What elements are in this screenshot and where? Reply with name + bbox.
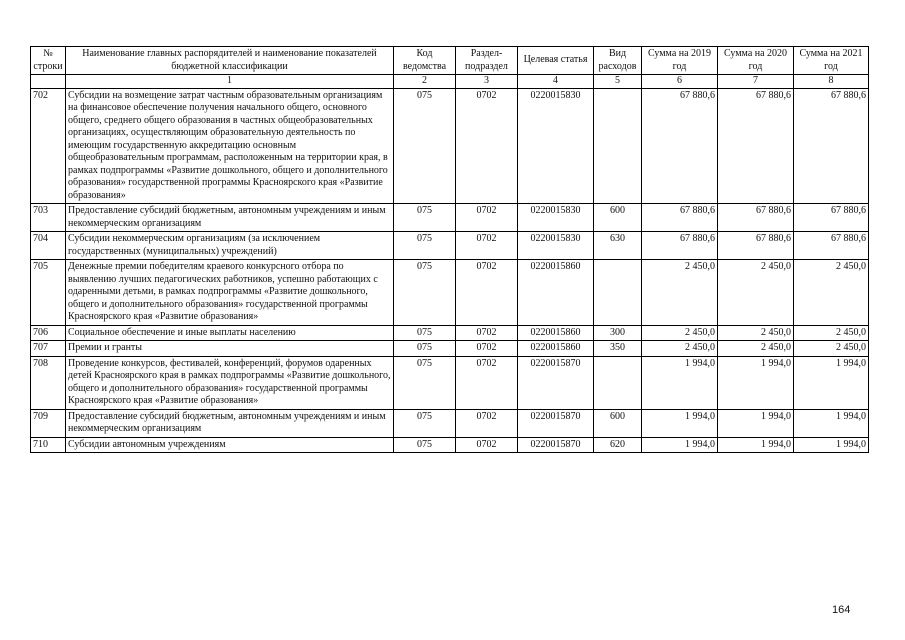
row-sum-2019: 1 994,0 [642, 409, 718, 437]
budget-table [30, 46, 869, 453]
column-number-row-no [31, 75, 66, 89]
row-number: 703 [31, 204, 66, 232]
row-target-article: 0220015860 [518, 260, 594, 326]
row-number: 708 [31, 356, 66, 409]
header-expense-type: Вид расходов [594, 47, 642, 75]
table-row [31, 356, 869, 409]
row-sum-2019: 2 450,0 [642, 341, 718, 357]
column-number: 1 [66, 75, 394, 89]
page-number: 164 [832, 604, 851, 616]
row-sum-2020: 2 450,0 [718, 325, 794, 341]
row-number: 704 [31, 232, 66, 260]
row-number: 706 [31, 325, 66, 341]
row-sum-2020: 67 880,6 [718, 204, 794, 232]
table-row [31, 232, 869, 260]
row-sum-2020: 67 880,6 [718, 232, 794, 260]
column-number: 4 [518, 75, 594, 89]
row-name: Социальное обеспечение и иные выплаты населению [66, 325, 394, 341]
row-target-article: 0220015830 [518, 204, 594, 232]
row-section: 0702 [456, 232, 518, 260]
header-sum-2020: Сумма на 2020 год [718, 47, 794, 75]
row-section: 0702 [456, 204, 518, 232]
row-name: Премии и гранты [66, 341, 394, 357]
table-row [31, 341, 869, 357]
row-target-article: 0220015860 [518, 325, 594, 341]
row-name: Предоставление субсидий бюджетным, автономным учреждениям и иным некоммерческим организациям [66, 409, 394, 437]
row-expense-type: 620 [594, 437, 642, 453]
header-row-no: № строки [31, 47, 66, 75]
row-name: Субсидии автономным учреждениям [66, 437, 394, 453]
row-expense-type: 630 [594, 232, 642, 260]
row-sum-2020: 1 994,0 [718, 356, 794, 409]
row-dept-code: 075 [394, 88, 456, 204]
row-sum-2019: 67 880,6 [642, 232, 718, 260]
row-sum-2019: 2 450,0 [642, 260, 718, 326]
row-sum-2021: 2 450,0 [794, 341, 869, 357]
column-number: 8 [794, 75, 869, 89]
header-row [31, 47, 869, 75]
column-number: 7 [718, 75, 794, 89]
table-body [31, 88, 869, 453]
row-expense-type: 300 [594, 325, 642, 341]
row-sum-2019: 67 880,6 [642, 204, 718, 232]
table-row [31, 437, 869, 453]
row-target-article: 0220015830 [518, 232, 594, 260]
row-sum-2021: 2 450,0 [794, 260, 869, 326]
header-name: Наименование главных распорядителей и наименование показателей бюджетной классификации [66, 47, 394, 75]
row-dept-code: 075 [394, 204, 456, 232]
row-section: 0702 [456, 437, 518, 453]
row-number: 705 [31, 260, 66, 326]
row-section: 0702 [456, 325, 518, 341]
header-target-article: Целевая статья [518, 47, 594, 75]
row-dept-code: 075 [394, 409, 456, 437]
header-sum-2021: Сумма на 2021 год [794, 47, 869, 75]
row-section: 0702 [456, 409, 518, 437]
column-number-row [31, 75, 869, 89]
row-section: 0702 [456, 260, 518, 326]
column-number: 3 [456, 75, 518, 89]
table-row [31, 409, 869, 437]
row-sum-2020: 2 450,0 [718, 260, 794, 326]
table-row [31, 204, 869, 232]
row-target-article: 0220015830 [518, 88, 594, 204]
row-name: Субсидии некоммерческим организациям (за исключением государственных (муниципальных) учреждений) [66, 232, 394, 260]
row-sum-2021: 67 880,6 [794, 204, 869, 232]
row-dept-code: 075 [394, 325, 456, 341]
table-row [31, 260, 869, 326]
row-name: Проведение конкурсов, фестивалей, конференций, форумов одаренных детей Красноярского края в рамках подпрограммы «Развитие дошкольного, общего и дополнительного образования» государственной программы Красноярского края «Развитие образования» [66, 356, 394, 409]
header-section: Раздел-подраздел [456, 47, 518, 75]
row-dept-code: 075 [394, 260, 456, 326]
row-dept-code: 075 [394, 341, 456, 357]
header-dept-code: Код ведомства [394, 47, 456, 75]
row-expense-type: 600 [594, 204, 642, 232]
row-sum-2020: 2 450,0 [718, 341, 794, 357]
row-name: Предоставление субсидий бюджетным, автономным учреждениям и иным некоммерческим организациям [66, 204, 394, 232]
row-sum-2020: 1 994,0 [718, 409, 794, 437]
row-sum-2021: 67 880,6 [794, 88, 869, 204]
row-target-article: 0220015860 [518, 341, 594, 357]
row-dept-code: 075 [394, 437, 456, 453]
row-expense-type: 350 [594, 341, 642, 357]
column-number: 5 [594, 75, 642, 89]
table-row [31, 88, 869, 204]
row-section: 0702 [456, 341, 518, 357]
row-sum-2021: 1 994,0 [794, 437, 869, 453]
row-target-article: 0220015870 [518, 409, 594, 437]
row-name: Денежные премии победителям краевого конкурсного отбора по выявлению лучших педагогических работников, успешно работающих с одаренными детьми, в рамках подпрограммы «Развитие дошкольного, общего и дополнительного образования» государственной программы Красноярского края «Развитие образования» [66, 260, 394, 326]
column-number: 6 [642, 75, 718, 89]
row-sum-2019: 67 880,6 [642, 88, 718, 204]
row-sum-2020: 67 880,6 [718, 88, 794, 204]
row-sum-2019: 1 994,0 [642, 356, 718, 409]
row-sum-2021: 1 994,0 [794, 409, 869, 437]
row-number: 702 [31, 88, 66, 204]
row-number: 709 [31, 409, 66, 437]
row-dept-code: 075 [394, 232, 456, 260]
row-target-article: 0220015870 [518, 437, 594, 453]
header-sum-2019: Сумма на 2019 год [642, 47, 718, 75]
row-section: 0702 [456, 356, 518, 409]
table-row [31, 325, 869, 341]
table-header [31, 47, 869, 89]
row-number: 707 [31, 341, 66, 357]
row-dept-code: 075 [394, 356, 456, 409]
row-number: 710 [31, 437, 66, 453]
row-expense-type [594, 88, 642, 204]
row-expense-type [594, 356, 642, 409]
row-sum-2021: 67 880,6 [794, 232, 869, 260]
row-expense-type [594, 260, 642, 326]
row-sum-2021: 2 450,0 [794, 325, 869, 341]
column-number: 2 [394, 75, 456, 89]
row-section: 0702 [456, 88, 518, 204]
row-sum-2019: 2 450,0 [642, 325, 718, 341]
row-sum-2019: 1 994,0 [642, 437, 718, 453]
row-sum-2020: 1 994,0 [718, 437, 794, 453]
row-target-article: 0220015870 [518, 356, 594, 409]
row-expense-type: 600 [594, 409, 642, 437]
row-sum-2021: 1 994,0 [794, 356, 869, 409]
row-name: Субсидии на возмещение затрат частным образовательным организациям на финансовое обеспечение получения начального общего, основного общего, среднего общего образования в частных общеобразовательных организациях, осуществляющим образовательную деятельность по имеющим государственную аккредитацию основным общеобразовательным программам, расположенным на территории края, в рамках подпрограммы «Развитие дошкольного, общего и дополнительного образования» государственной программы Красноярского края «Развитие образования» [66, 88, 394, 204]
